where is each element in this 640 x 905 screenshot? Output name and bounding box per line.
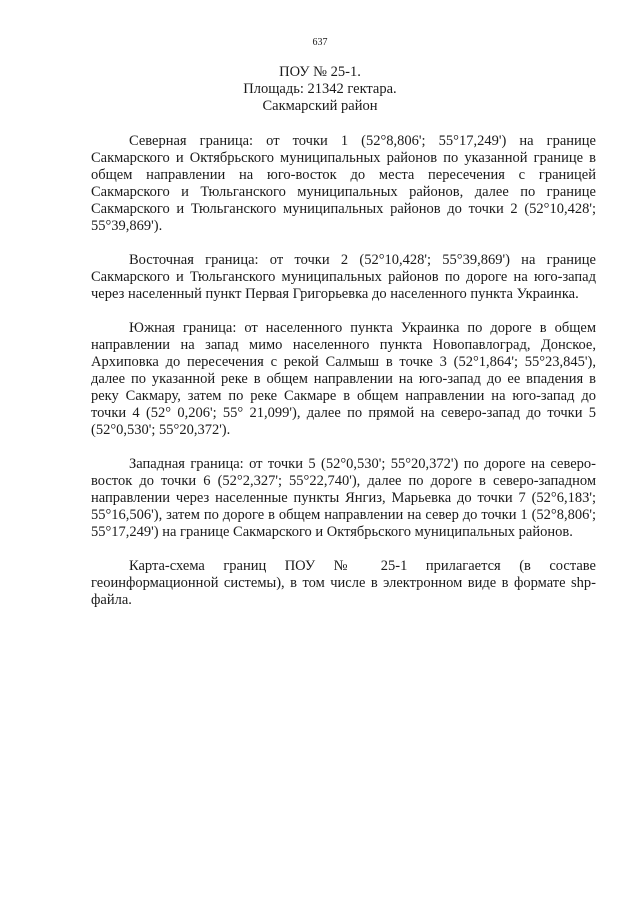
heading-area: Площадь: 21342 гектара. bbox=[243, 81, 397, 97]
page-number: 637 bbox=[312, 37, 328, 48]
document-heading bbox=[0, 64, 640, 115]
paragraph-south-border: Южная граница: от населенного пункта Украинка по дороге в общем направлении на запад мимо населенного пункта Новопавлоград, Донское, Архиповка до пересечения с рекой Салмыш в точке 3 (52°1,864'; 55°23,845'), далее по указанной реке в общем направлении на юго-запад до ее впадения в реку Сакмару, затем по реке Сакмаре в общем направлении на юго-запад до точки 4 (52° 0,206'; 55° 21,099'), далее по прямой на северо-запад до точки 5 (52°0,530'; 55°20,372'). bbox=[91, 320, 596, 438]
paragraph-north-border: Северная граница: от точки 1 (52°8,806'; 55°17,249') на границе Сакмарского и Октябрьского муниципальных районов по указанной границе в общем направлении на юго-восток до места пересечения с границей Сакмарского и Тюльганского муниципальных районов, далее по границе Сакмарского и Тюльганского муниципальных районов до точки 2 (52°10,428'; 55°39,869'). bbox=[91, 133, 596, 234]
paragraph-west-border: Западная граница: от точки 5 (52°0,530'; 55°20,372') по дороге на северо-восток до точки 6 (52°2,327'; 55°22,740'), далее по дороге в северо-западном направлении через населенные пункты Янгиз, Марьевка до точки 7 (52°6,183'; 55°16,506'), затем по дороге в общем направлении на север до точки 1 (52°8,806'; 55°17,249') на границе Сакмарского и Октябрьского муниципальных районов. bbox=[91, 456, 596, 540]
heading-district: Сакмарский район bbox=[262, 98, 378, 114]
document-body bbox=[91, 133, 596, 626]
paragraph-east-border: Восточная граница: от точки 2 (52°10,428'; 55°39,869') на границе Сакмарского и Тюльганского муниципальных районов по дороге на юго-запад через населенный пункт Первая Григорьевка до населенного пункта Украинка. bbox=[91, 252, 596, 302]
paragraph-map-scheme: Карта-схема границ ПОУ № 25-1 прилагается (в составе геоинформационной системы), в том числе в электронном виде в формате shp-файла. bbox=[91, 558, 596, 608]
heading-title: ПОУ № 25-1. bbox=[279, 64, 361, 80]
